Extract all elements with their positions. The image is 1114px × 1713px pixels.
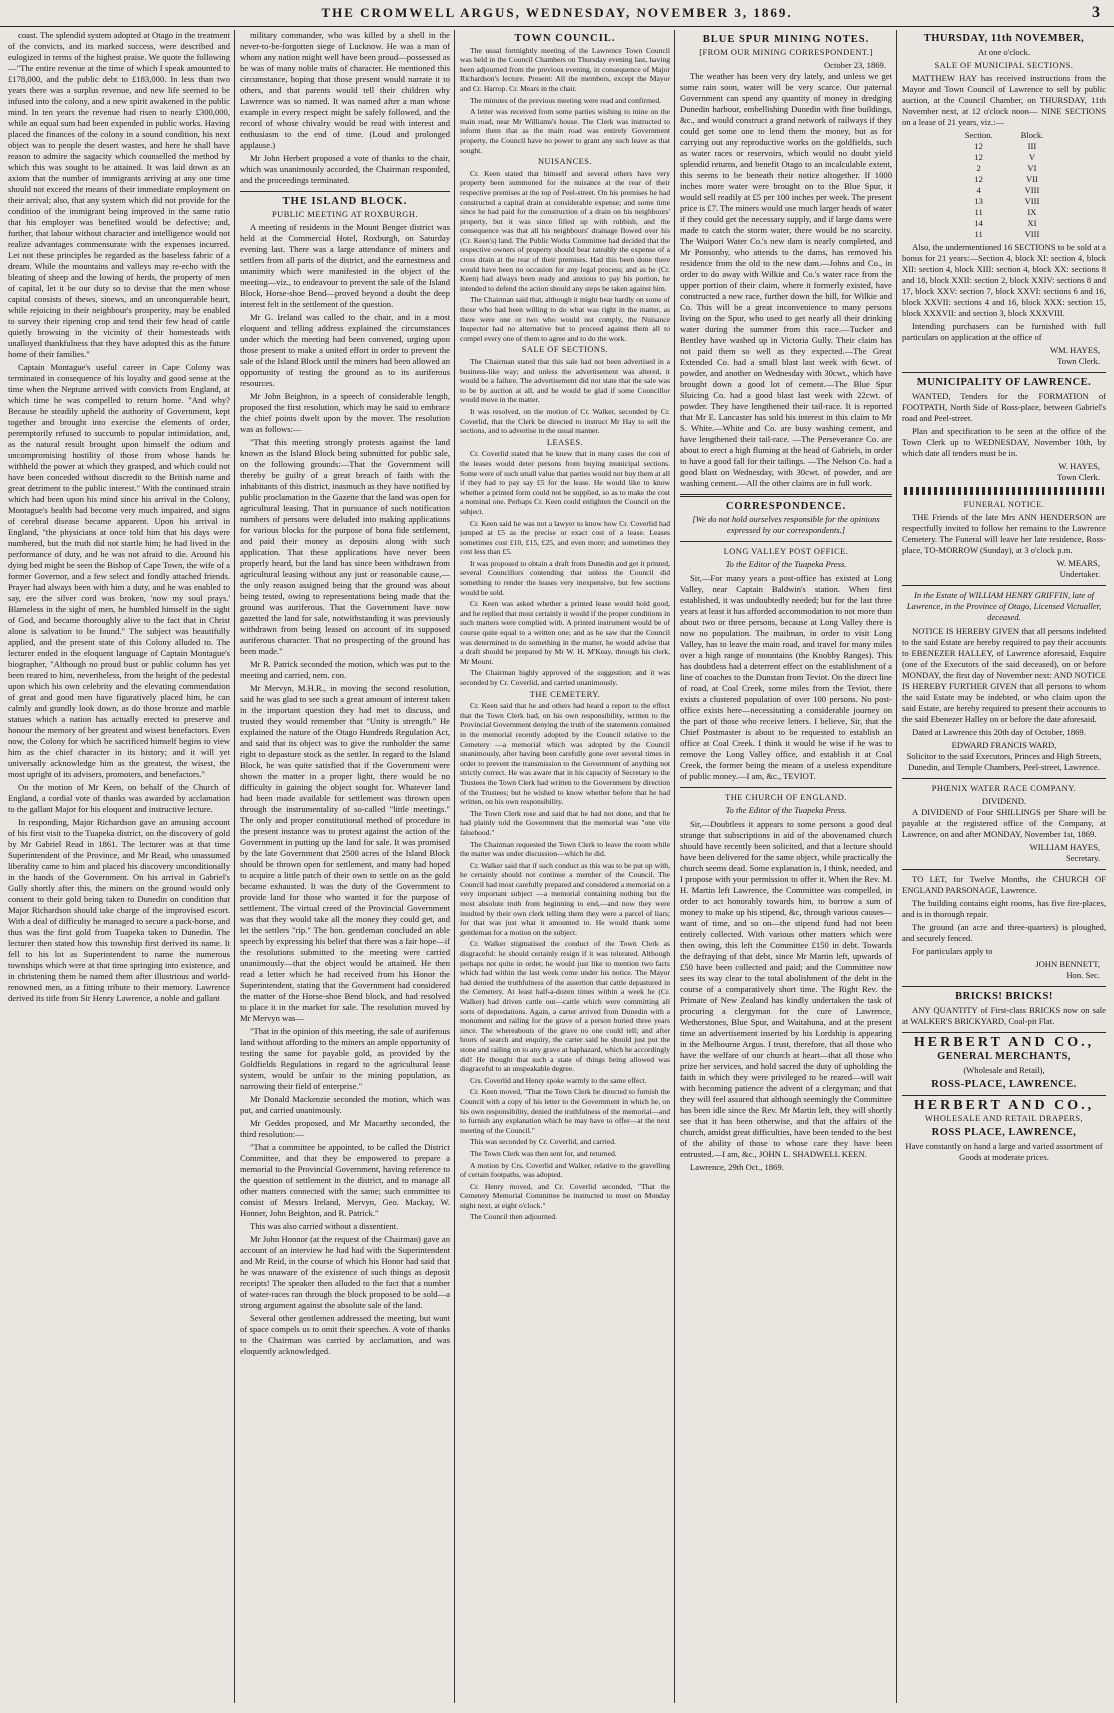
table-cell: VI [1027,163,1037,173]
divider [902,1032,1106,1033]
article-paragraph: Crs. Coverlid and Henry spoke warmly to the same effect. [470,1075,647,1085]
column-rule [454,30,455,1703]
table-row [951,207,1058,218]
table-header-row [951,130,1058,141]
article-paragraph: It was proposed to obtain a draft from Dunedin and get it printed, several Councillors contending that unless the Council did something to render the leases very inexpensive, but few sections would be sold. [460,558,670,597]
table-row [951,141,1058,152]
article-paragraph: The weather has been very dry lately, and unless we get some rain soon, water will be very scarce. Our paternal Government can spend any quantity of money in dredging Dunedin harbour, embellishing Dunedin with fine buildings, &c., and would construct a grand network of railways if they could get some one to lend them the money, but as for carrying out any reproductive works on the goldfields, such as water races or reservoirs, which would no doubt yield splendid returns, and benefit Otago to an incalculable extent, this seems to be beneath their notice altogether. If 1000 inches more water were brought on to the Blue Spur, it would sell readily at £5 per 100 inches per week. The present price is £7. The miners would use much larger heads of water if they could get the necessary supply, and if large dams were made to catch the storm water, there would be no scarcity. The Waipori Water Co.'s new dam is nearly completed, and Mr Ponsonby, who attends to the dams, has removed his residence from the old to the new dam.—Johns and Co., in order to do away with Wilkie and Co.'s water race from the upper portion of their claim, where it formerly existed, have constructed a new race, further down the hill, for Wilkie and Co. This will be a great inconvenience to many persons living on the Spur, who used to get nearly all their drinking water during the summer from this race.—Tucker and Bentley have washed up in Victoria Gully. Their claim has not paid them so well as they expected.—The Great Extended Co. had a small blast last week with 6cwt. of powder, and another on Wednesday with 30cwt., which have brought down a good lot of cement.—The Blue Spur Sluicing Co. had a good blast last week with 22cwt. of powder. They have lengthened their tail-race. It is reported that Mr E. Lancaster has sold his interest in this claim to Mr S. White.—White and Co. are busy washing cement, and have lengthened their tail-race. —The Perseverance Co. are about to erect a high fluming at the head of Gabriels, in order to have a good fall for their tailings. —The Nelson Co. had a good blast on Wednesday, with 30cwt. of powder, and are washing cement.—All the other claims are in full work. [680,71,892,488]
ornamental-rule [904,487,1104,495]
table-cell: 11 [974,207,983,217]
table-cell: 12 [974,141,983,151]
ad-signature-title: Secretary. [1065,853,1100,863]
lecture-paragraph: In responding, Major Richardson gave an amusing account of his first visit to the Tuapeka district, on the discovery of gold by Mr Gabriel Read in 1861. The lecturer was at that time Superintendent of the Province, and Mr Read, who unassumed liberality came to him and placed his discovery unconditionally in the hands of the Government. On his arrival in Gabriel's Gully shortly after this, the miners on the ground would only consent to their gold being taken to Dunedin on condition that Major Richardson should take charge of the improvised escort. With a deal of difficulty he managed to secure a pack-horse, and thus was the first gold from Tuapeka taken to Dunedin. The lecturer then stated how this township first derived its name. It fell to his lot as Superintendent to name the numerous townships which were at that time springing into existence, and in christening them he named them after illustrious and world-renowned men, as a fitting tribute to their memory. Lawrence derived its title from Sir Henry Lawrence, a noble and gallant [8,817,230,1003]
article-paragraph: Cr. Keen said that he and others had heard a report to the effect that the Town Clerk had, on his own responsibility, written to the Provincial Government denying the truth of the statements contained in the memorial recently adopted by the Council relative to the Cemetery —a memorial which was adopted by the Council unanimously, after having been carefully gone over several times in order to prevent the transmission to the Government of anything not strictly correct. He was aware that in his capacity of Secretary to the Trustees the Town Clerk had written to the Government by direction of the Trustees; but he wished to know whether before that he had written, on his own responsibility. [460,701,670,807]
ad-text: WANTED, Tenders for the FORMATION of FOOTPATH, North Side of Ross-place, between Gabriel's road and Peel-street. [902,391,1106,423]
ad-text: The building contains eight rooms, has five fire-places, and is in thorough repair. [902,898,1106,919]
ad-date: THURSDAY, 11th NOVEMBER, [923,33,1085,44]
ad-subheading: WHOLESALE AND RETAIL DRAPERS, [924,1114,1084,1123]
divider [902,986,1106,987]
column-4 [680,30,892,1705]
ad-address: ROSS PLACE, LAWRENCE, [931,1127,1077,1138]
ad-heading: BRICKS! BRICKS! [955,991,1053,1002]
ad-text: THE Friends of the late Mrs ANN HENDERSON are respectfully invited to follow her remains to the Lawrence Cemetery. The Funeral will leave her late residence, Ross-place, TO-MORROW (Sunday), at 3 o'clock p.m. [902,512,1106,555]
ad-text: Intending purchasers can be furnished with full particulars on application at the office of [902,321,1106,342]
article-paragraph: Mr R. Patrick seconded the motion, which was put to the meeting and carried, nem. con. [240,659,450,680]
letter-paragraph: Sir,—For many years a post-office has existed at Long Valley, near Captain Baldwin's station. When first established, it was undoubtedly needed; but for the last three years at least it has afforded accommodation to not more than about two or three persons, because at Long Valley there is now no population. The mailman, in order to visit Long Valley, has to leave the main road, and travel for many miles over a high range of mountains (the Knobby Ranges). This has doubtless had a deterrent effect on the establishment of a line of coaches to the Dunstan from Teviot. On the direct line of road, at Coal Creek, some miles from the Teviot, there exists a clustered population of over 100 persons. No post-office exists here—necessitating a considerable journey on the part of those who receive letters. I believe, Sir, that the Chief Postmaster is about to be requested to establish an office at Coal Creek. I think it would be wise if he was to remove the Long Valley office, and establish it at Coal Creek, the former being the means of a useless expenditure of public money.—I am, &c., TEVIOT. [680,573,892,781]
divider [902,585,1106,586]
ad-signature: W. HAYES, [1058,461,1100,471]
ad-heading: In the Estate of WILLIAM HENRY GRIFFIN, late of Lawrence, in the Province of Otago, Licensed Victualler, deceased. [906,590,1102,622]
article-paragraph: Cr. Keen was asked whether a printed lease would hold good, and he replied that most certainly it would if the proper conditions in such matters were complied with. A printed instrument would be of course quite equal to a written one; and as he saw that the Council was determined to do something in the matter, he would advise that a draft should be prepared by Mr W. H. M'Keay, through his clerk, Mr Mount. [460,599,670,666]
article-paragraph: The Town Clerk rose and said that he had not done, and that he had plainly told the Government that the memorial was "one vile falsehood." [460,808,670,837]
table-cell: III [1027,141,1037,151]
lecture-paragraph: Mr John Herbert proposed a vote of thanks to the chair, which was unanimously accorded, the Chairman responded, and the proceedings terminated. [240,153,450,185]
section-heading: THE ISLAND BLOCK. [282,196,408,207]
editor-note: [We do not hold ourselves responsible for the opinions expressed by our correspondents.] [692,514,880,535]
divider [240,191,450,192]
table-row [951,185,1058,196]
ad-text: For particulars apply to [912,946,993,956]
article-paragraph: Mr Donald Mackenzie seconded the motion, which was put, and carried unanimously. [240,1094,450,1115]
page-title: THE CROMWELL ARGUS, WEDNESDAY, NOVEMBER 3, 1869. [321,5,793,20]
table-row [951,152,1058,163]
letter-paragraph: Lawrence, 29th Oct., 1869. [690,1162,784,1172]
article-paragraph: The Chairman highly approved of the suggestion; and it was seconded by Cr. Coverlid, and carried unanimously. [460,668,670,687]
section-heading: CORRESPONDENCE. [725,501,847,512]
article-paragraph: A meeting of residents in the Mount Benger district was held at the Commercial Hotel, Roxburgh, on Saturday evening last. There was a large attendance of miners and settlers from all parts of the district, and the earnestness and unanimity which were manifested in the object of the meeting—viz., to endeavour to prevent the sale of the Island Block, Horse-shoe Bend—proved beyond a doubt the deep interest felt in the settlement of the question. [240,222,450,309]
column-1 [8,30,230,1705]
article-paragraph: Mr Geddes proposed, and Mr Macarthy seconded, the third resolution:— [240,1118,450,1139]
article-paragraph: The Chairman said that, although it might bear hardly on some of those who had been willing to do what was right in the matter, as there were one or two who would not comply, the Nuisance Inspector had no alternative but to proceed against them all to compel every one of them to agree and to do the work. [460,295,670,343]
ad-time: At one o'clock. [978,47,1030,57]
column-5-advertisements [902,30,1106,1705]
ad-text: The ground (an acre and three-quarters) is ploughed, and securely fenced. [902,922,1106,943]
article-paragraph: Cr. Keen stated that himself and several others have very property been summoned for the nuisance at the rear of their respective premises at the top of Peel-street. On his premises he had constructed a capital drain at considerable expense; and some time since he had paid for the construction of a drain on his neighbours' property, but it was since filled up with rubbish, and the consequence was that all his neighbours' drainage flowed over his (Cr. Keen's) land. The Public Works Committee had decided that the respective owners of property should bear rateably the expense of a cross drain at the rear of their premises. Had this been done there would have been no occasion for any legal process; and as he (Cr. Keen) had always been ready and anxious to pay his portion, he intended to defend the action should any steps be taken against him. [460,168,670,293]
table-row [951,174,1058,185]
ad-signature-title: Hon. Sec. [1066,970,1100,980]
lecture-paragraph: military commander, who was killed by a shell in the never-to-be-forgotten siege of Lucknow. He was a man of whom any nation might well have been proud—possessed as he was of many noble traits of character. He mentioned this circumstance, hoping that those present would narrate it to others, and that parents would tell their children why Lawrence was so named. It was named after a man whose example in every respect might be safely followed, and the record of whose chivalry would be read with interest and enthusiasm to the end of time. (Loud and prolonged applause.) [240,30,450,150]
table-cell: VIII [1024,196,1040,206]
section-subheading: [FROM OUR MINING CORRESPONDENT.] [699,48,873,57]
masthead [0,0,1114,27]
article-paragraph: Cr. Henry moved, and Cr. Coverlid seconded, "That the Cemetery Memorial Committee be instructed to meet on Monday night next, at eight o'clock." [460,1181,670,1210]
table-cell: 12 [974,174,983,184]
article-paragraph: A motion by Crs. Coverlid and Walker, relative to the gravelling of certain footpaths, was adopted. [460,1160,670,1180]
ad-address: ROSS-PLACE, LAWRENCE. [931,1079,1077,1090]
table-cell: V [1028,152,1036,162]
section-heading: TOWN COUNCIL. [514,33,616,44]
column-2 [240,30,450,1705]
article-paragraph: The Council then adjourned. [470,1212,557,1222]
article-paragraph: Mr John Beighton, in a speech of considerable length, proposed the first resolution, which may be said to embrace the chief points dwelt upon by the mover. The resolution was as follows:— [240,391,450,434]
table-row [951,229,1058,240]
divider [902,372,1106,373]
ad-heading: SALE OF MUNICIPAL SECTIONS. [934,61,1074,70]
ad-text: MATTHEW HAY has received instructions from the Mayor and Town Council of Lawrence to sell by public auction, at the Council Chamber, on THURSDAY, 11th November next, at 12 o'clock noon— NINE SECTIONS on a lease of 21 years, viz.:— [902,73,1106,127]
table-cell: VII [1026,174,1038,184]
divider [902,778,1106,779]
ad-text: ANY QUANTITY of First-class BRICKS now on sale at WALKER'S BRICKYARD, Coal-pit Flat. [902,1005,1106,1026]
article-paragraph: "That a committee be appointed, to be called the District Committee, and that they be empowered to prepare a memorial to the Provincial Government, having reference to the question of settlement in the district, and to manage all other matters connected with the same; such committee to consist of Messrs Ireland, Mervyn, Geo. Mackay, W. Honner, John Beighton, and R. Patrick." [240,1142,450,1218]
article-paragraph: The minutes of the previous meeting were read and confirmed. [470,95,662,105]
ad-heading: FUNERAL NOTICE. [963,500,1045,509]
article-paragraph: Cr. Keen said he was not a lawyer to know how Cr. Coverlid had jumped at £5 as the precise or exact cost of a lease. Leases sometimes cost £10, £15, £25, and even more; and sometimes they cost less than £5. [460,518,670,557]
subsection-heading: NUISANCES. [537,157,593,167]
letter-heading: LONG VALLEY POST OFFICE. [723,547,849,556]
article-paragraph: The usual fortnightly meeting of the Lawrence Town Council was held in the Council Chambers on Thursday evening last, having been adjourned from the previous evening, in consequence of Major Richardson's lecture. Present: All the members, except the Mayor and Cr. Harrop. Cr. Mears in the chair. [460,45,670,93]
article-paragraph: This was seconded by Cr. Coverlid, and carried. [470,1137,616,1147]
table-cell: VIII [1024,185,1040,195]
divider [680,494,892,497]
article-paragraph: "That this meeting strongly protests against the land known as the Island Block being submitted for public sale, on the following grounds:—That the Government will thereby be guilty of a great breach of faith with the inhabitants of this district, inasmuch as they have notified by public proclamation in the Gazette that the land was open for agricultural leasing. That in pursuance of such notification numbers of persons were deluded into making applications for various blocks for the purpose of bona fide settlement, and paid their money as deposits along with such application. That these applications have never been properly heard, but the land has since been withdrawn from agricultural leasing without any just or reasonable cause,—the only reason assigned being that the ground was about being tested, owing to representations being made that the ground was auriferous. That the Government have now gazetted the land for sale, notwithstanding it was previously withdrawn from being leased on account of its supposed auriferous character. That no prospecting of the ground has been made." [240,437,450,656]
sections-table [951,130,1058,240]
column-rule [896,30,897,1703]
column-rule [674,30,675,1703]
column-3 [460,30,670,1705]
ad-text: NOTICE IS HEREBY GIVEN that all persons indebted to the said Estate are hereby required to pay their accounts to EBENEZER HALLEY, of Lawrence aforesaid, Esquire (one of the Executors of the said deceased), on or before MONDAY, the first day of November next: AND NOTICE IS HEREBY FURTHER GIVEN that all persons to whom the said Estate may be indebted, or who claim upon the said Estate, are hereby required to present their accounts to the said Ebenezer Halley on or before the date aforesaid. [902,626,1106,724]
table-row [951,196,1058,207]
ad-text: Have constantly on hand a large and varied assortment of Goods at moderate prices. [905,1141,1103,1162]
table-cell: 13 [974,196,983,206]
article-paragraph: Cr. Keen moved, "That the Town Clerk be directed to furnish the Council with a copy of his letter to the Government in which he, on his own responsibility, denied the truthfulness of the memorial—and to furnish any explanation which he may have to offer—at the next meeting of the Council." [460,1087,670,1135]
table-row [951,163,1058,174]
ad-text: Plan and specification to be seen at the office of the Town Clerk up to WEDNESDAY, November 10th, by which date all tenders must be in. [902,426,1106,458]
ad-text: Dated at Lawrence this 20th day of October, 1869. [912,727,1086,737]
ad-text: A DIVIDEND of Four SHILLINGS per Share will be payable at the registered office of the Company, at Lawrence, on and after MONDAY, November 1st, 1869. [902,807,1106,839]
ad-heading: HERBERT AND CO., [913,1035,1095,1050]
table-cell: 14 [974,218,983,228]
divider [902,869,1106,870]
ad-signature-title: Undertaker. [1059,569,1100,579]
article-paragraph: Cr. Walker stigmatised the conduct of the Town Clerk as disgraceful: he should certainly resign if it was tolerated. Although perhaps not quite in order, he would just like to mention two facts which had within the last week come under his notice. The Mayor had denied the truthfulness of the assertion that cattle depastured in the Cemetery. At least half-a-dozen times within a week he (Cr. Walker) had driven cattle out—cattle which were committing all sorts of depredations. Again, a carter arrived from Dunedin with a monument and railing for the grave of a person buried three years since. The whereabouts of the grave no one could tell; and after hours of search and enquiry, the carter said he should just put the stone and railing on to any grave at haphazard, which he accordingly did! He thought that such a state of things being allowed was disgraceful to an unspeakable degree. [460,939,670,1074]
table-header-cell: Section. [964,130,993,140]
letter-heading: THE CHURCH OF ENGLAND. [725,793,847,802]
article-paragraph: A letter was received from some parties wishing to mine on the main road, near Mr Williams's house. The Clerk was instructed to inform them that as the main road was entirely Government property, the Council have no power to grant any such leave as that sought. [460,107,670,155]
ad-text: Also, the undermentioned 16 SECTIONS to be sold at a bonus for 21 years:—Section 4, block XI: section 4, block XII: section 4, block XIII: section 4, block XX: sections 8 and 18, block XXII: section 2, block XXIV: sections 8 and 17, block XXV: section 7, block XXVI: sections 6 and 16, block XXVII: sections 4 and 16, block XXX: section 15, block XXXVII: and section 3, block XXXVIII. [902,242,1106,318]
letter-address: To the Editor of the Tuapeka Press. [725,805,847,815]
ad-signature-title: Solicitor to the said Executors, Princes and High Streets, Dunedin, and Temple Chambers, Peel-street, Lawrence. [906,751,1102,772]
divider [680,787,892,788]
ad-subheading: DIVIDEND. [981,796,1027,806]
ad-heading: PHŒNIX WATER RACE COMPANY. [931,784,1077,793]
subsection-heading: LEASES. [546,437,584,447]
article-paragraph: Several other gentlemen addressed the meeting, but want of space compels us to omit their speeches. A vote of thanks to the Chairman was carried by acclamation, and was eloquently acknowledged. [240,1313,450,1356]
table-header-cell: Block. [1020,130,1044,140]
article-paragraph: "That in the opinion of this meeting, the sale of auriferous land without affording to the miners an ample opportunity of testing the same for payable gold, as provided by the Goldfields Regulations in regard to the agricultural lease system, would be unfair to the mining population, as narrowing their field of enterprise." [240,1026,450,1091]
section-subheading: PUBLIC MEETING AT ROXBURGH. [272,210,418,219]
ad-text: TO LET, for Twelve Months, the CHURCH OF ENGLAND PARSONAGE, Lawrence. [902,874,1106,895]
column-rule [234,30,235,1703]
table-cell: 2 [976,163,981,173]
table-cell: 4 [976,185,981,195]
subsection-heading: SALE OF SECTIONS. [521,345,609,355]
ad-heading: HERBERT AND CO., [913,1098,1095,1113]
divider [902,1095,1106,1096]
table-row [951,218,1058,229]
lecture-paragraph: coast. The splendid system adopted at Otago in the treatment of the convicts, and its marked success, were described and eulogized in terms of the highest praise. We quote the following—"The entire revenue at the time of which I speak amounted to £178,000, and the public debt to £183,000. In less than two years there was a surplus revenue, and new life seemed to be infused into the colony, and a new spirit awakened in the public mind. In ten years the revenue had risen to nearly £300,000, while an equal sum had been expended in public works. Having placed the finances of the colony in a sound condition, his next object was to people the desert wastes, and here he shall have reason to admire the sagacity which counselled the method by which this was sought to be attained. It was laid down as an axiom that the number of immigrants arriving at any one time should not exceed the means of their immediate employment on their arrival; also, that any system which did not provide for the condition of the immigrant being improved in the same ratio that his employer was benefited would be defective; and, further, that labour without character and intelligence would not realize advantages commensurate with the expenses incurred. Let not these principles be regarded as the baseless fabric of a dream. While the mountains and valleys may re-echo with the bleating of sheep and the lowing of herds, the property of men of capital, let it be our duty so to devise that the men whose capital consists of thews, sinews, and an unconquerable heart, while rejoicing in their neighbour's prosperity, may be enabled to survey their ripening crop and tend their few head of cattle quietly browsing in the vicinity of their homesteads with unalloyed thankfulness that they have adopted this as the future home of their families." [8,30,230,359]
article-paragraph: Mr G. Ireland was called to the chair, and in a most eloquent and telling address explained the circumstances under which the meeting had been convened, urging upon those present to make a united effort in order to prevent the sale of the Island Block until the miners had been allowed an opportunity of testing the ground as to its auriferous resources. [240,312,450,388]
table-cell: 11 [974,229,983,239]
article-paragraph: It was resolved, on the motion of Cr. Walker, seconded by Cr. Coverlid, that the Clerk be directed to instruct Mr Hay to sell the sections, and to advertise in the usual manner. [460,406,670,436]
ad-signature-title: Town Clerk. [1057,472,1100,482]
lecture-paragraph: Captain Montague's useful career in Cape Colony was terminated in consequence of his loyalty and good sense at the time when the Neptune arrived with convicts from England, at which time he was compelled to return home. "And why? Because he steadily upheld the authority of Government, kept together and brought into exercise the elements of order, peremptorily refused to succumb to popular intimidation, and, as the natural result brought upon himself the odium and uncompromising hostility of those from whose hands he withheld the power at which they grasped, and which could not have been conceded without discredit to the British name and great detriment to the public interest." With the continued strain which had been upon his mind since his arrival in the Colony, Montague's health had become very much impaired, and signs of cerebral disease became apparent. Upon his arrival in England, "the physicians at once told him that his days were numbered, but the truth did not startle him; he had lived in the performance of duty, and he was not afraid to die. Around his dying bed might be seen the Bishop of Cape Town, the wife of a former Governor, and a few select and fondly attached friends. Prayer had always been with him a duty, and he was enabled to say, ere the silver cord was broken, 'now my soul prays.' Blameless in the sight of men, he humbled himself in the sight of God, and became thoroughly alive to the fact that in Christ alone is salvation to be found." The subject was beautifully applied, and the present state of this Colony alluded to. The lecturer ended in the eloquent language of Captain Montague's biographer, "Although no proud bust or public column has yet been reared to him, nevertheless, from the height of the pedestal upon which his own celebrity and the elevating commendation of great and good men have figuratively placed him, he can calmly and grandly look down, as do those bronze and marble statues which a nation has actually erected to preserve and honour the memory of her greatest and wisest benefactors. Even now, the Colony for which he sacrificed himself begins to view him as the chief character in its history; and it will yet universally acknowledge him as the greatest, the wisest, the most upright of its advisers, promoters, and benefactors." [8,362,230,779]
ad-signature: WM. HAYES, [1049,345,1100,355]
table-cell: IX [1027,207,1037,217]
subsection-heading: THE CEMETERY. [529,689,601,699]
article-paragraph: The Chairman requested the Town Clerk to leave the room while the matter was under discussion—which he did. [460,839,670,859]
table-cell: 12 [974,152,983,162]
article-paragraph: Mr Mervyn, M.H.R., in moving the second resolution, said he was glad to see such a great amount of interest taken in the important question they had met to discuss, and trusted they would remember that "Unity is strength." He explained the nature of the Otago Hundreds Regulation Act, and said that its object was to give the runholder the same right to depasture stock as the settler. In regard to the Island Block, he was quite satisfied that if the Government were shown the matter in a proper light, there would be no difficulty in gaining the object sought for. Whatever land had been made available for settlement was thrown open through the instrumentality of so-called "little meetings." The only and proper constitutional method of procedure in the present instance was to protest against the action of the Government in putting up the land for sale. It was promised by the late Government that 2500 acres of the Island Block should be thrown open for settlement, and many had hoped to acquire a little patch of their own to settle on as the gold became exhausted. It was the duty of the Government to provide land for those who wanted it for the purpose of settlement. The virtual creed of the Provincial Government was that they would take all the money they could get, and let the settlers "rip." The hon. gentleman concluded an able speech by expressing his belief that there was a fair hope—if the resolutions submitted to the meeting were carried unanimously—that the object would be attained. He then read a letter which he had received from his Honor the Superintendent, stating that the Government had considered the matter of the Horse-shoe Bend block, and had resolved to place it in the market for sale. The resolution moved by Mr Mervyn was— [240,683,450,1023]
ad-signature: W. MEARS, [1056,558,1100,568]
ad-signature: JOHN BENNETT, [1035,959,1100,969]
article-paragraph: Cr. Walker said that if such conduct as this was to be put up with, he certainly should not continue a member of the Council. The Council had most carefully prepared and considered a memorial on a very important subject —a memorial containing nothing but the most absolute truth from beginning to end,—and now they were insulted by their own clerk telling them they were a parcel of liars; for that was just what it amounted to. He would thank some gentleman for a motion on the subject. [460,860,670,937]
article-paragraph: Cr. Coverlid stated that he knew that in many cases the cost of the leases would deter persons from buying municipal sections. Some were of such small value that parties would not buy them at all if they had to pay say £5 for the lease. He would like to know whether a printed form could not be supplied, so as to make the cost a nominal one. Perhaps Cr. Keen could enlighten the Council on the subject. [460,449,670,516]
ad-signature-title: Town Clerk. [1057,356,1100,366]
table-cell: VIII [1024,229,1040,239]
letter-address: To the Editor of the Tuapeka Press. [725,559,847,569]
page-number: 3 [1092,4,1100,21]
section-heading: BLUE SPUR MINING NOTES. [702,34,870,45]
article-paragraph: The Chairman stated that this sale had not been advertised in a business-like way; and unless the advertisement was altered, it would be a failure. The advertisement did not state that the sale was to be by auction at all, and he would be glad if some Councillor would move in the matter. [460,357,670,405]
article-paragraph: Mr John Honnor (at the request of the Chairman) gave an account of an interview he had had with the Superintendent and Mr Reid, in the course of which his Honor had said that he was unaware of the existence of such things as deposit receipts! The speaker then alluded to the fact that a number of water-races ran through the block proposed to be sold—a strong argument against the absolute sale of the land. [240,1234,450,1310]
ad-subheading: GENERAL MERCHANTS, [937,1051,1071,1062]
divider [680,541,892,542]
article-paragraph: The Town Clerk was then sent for, and returned. [470,1148,617,1158]
ad-subheading: (Wholesale and Retail), [963,1065,1045,1075]
ad-signature: WILLIAM HAYES, [1029,842,1100,852]
ad-heading: MUNICIPALITY OF LAWRENCE. [916,377,1092,388]
letter-paragraph: Sir,—Doubtless it appears to some persons a good deal strange that subscriptions in aid of the abovenamed church should have recently been solicited, and that a lecture should have been delivered for the same object, while practically the church seems dead. Some explanation is, I think, needed, and I propose with your permission to offer it. When the Rev. M. H. Martin left Lawrence, the Committee was compelled, in order to act honorably towards him, to borrow a sum of money to make up his stipend, &c, through various causes—want of time, and so on—the stipend fund had not been entirely collected. With various other matters which were then owing, this left the Committee £150 in debt. Towards the defraying of that debt, since Mr Martin left, upwards of £50 have been collected and paid; and the Committee now sees its way clear to the total abolishment of the debt in the course of a comparatively short time. The Right Rev. the Primate of New Zealand has kindly undertaken the task of procuring a clergyman for the cure of Lawrence, Wetherstones, Blue Spur, and Waitahuna, and at the present time an advertisement inserted by his Lordship is appearing in the Melbourne Argus. I trust, therefore, that all those who have the welfare of our church at heart—that all those who prize her services, and hold sacred the duty of upholding the faith in which they were privileged to be reared—will wait with becoming patience the advent of a clergyman; and that they will feel assured that although seemingly the Committee has been idle since the Rev. Mr Martin left, they will shortly see that it has been otherwise, and that the affairs of the church, amidst great difficulties, have been tended to the best of the ability of those to whose care they have been entrusted.—I am, &c., JOHN L. SHADWELL KEEN. [680,819,892,1159]
dateline: October 23, 1869. [823,60,886,70]
ad-signature: EDWARD FRANCIS WARD, [951,740,1057,750]
table-cell: XI [1027,218,1037,228]
article-paragraph: This was also carried without a dissentient. [250,1221,399,1231]
lecture-paragraph: On the motion of Mr Keen, on behalf of the Church of England, a cordial vote of thanks was awarded by acclamation to the gallant Major for his eloquent and instructive lecture. [8,782,230,814]
